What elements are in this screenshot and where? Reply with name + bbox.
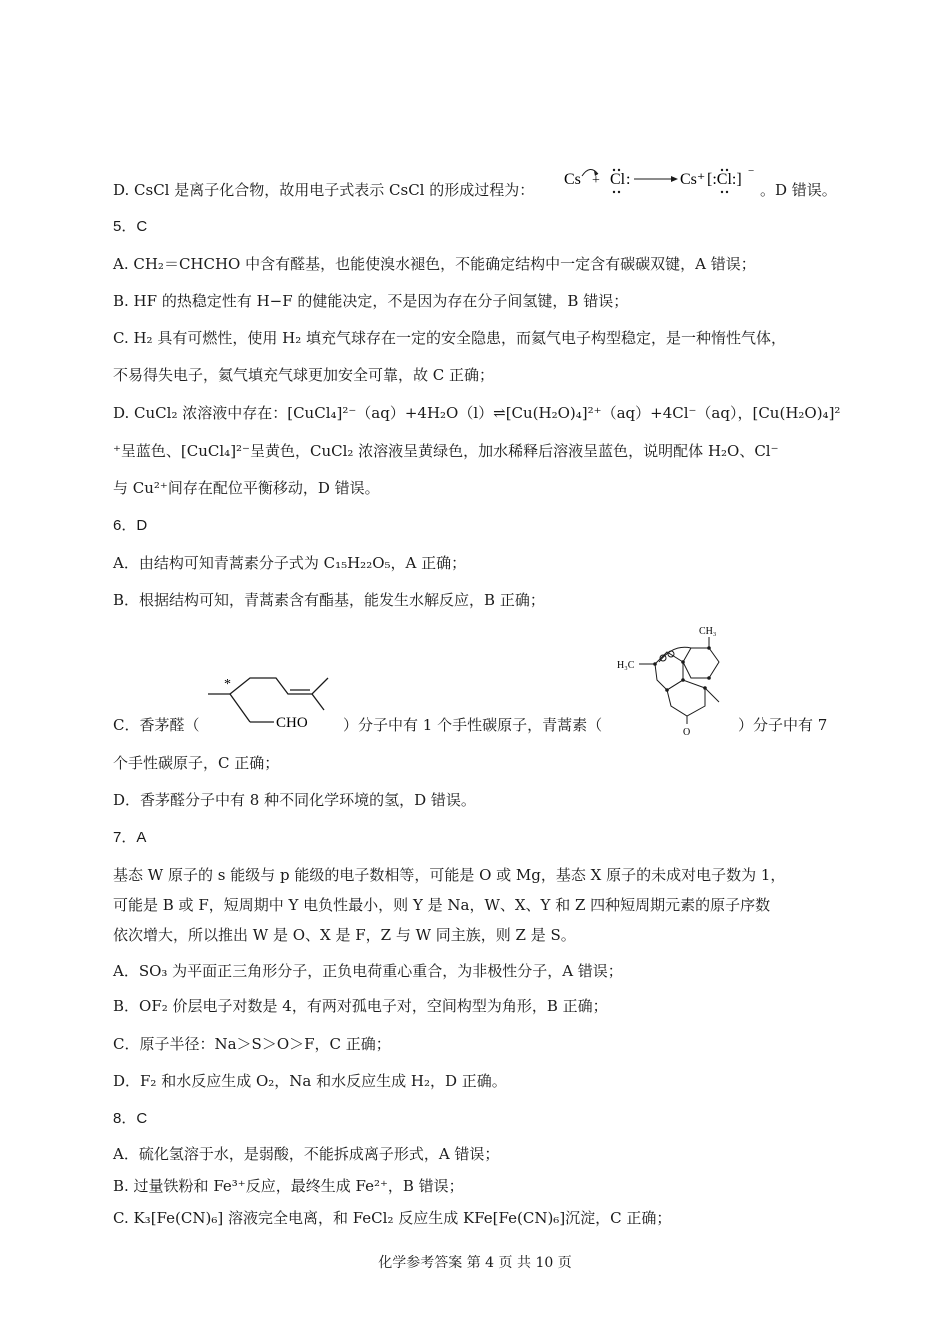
cho-group: CHO (276, 715, 308, 731)
svg-text::: : (626, 171, 631, 188)
q8-option-c: C. K₃[Fe(CN)₆] 溶液完全电离，和 FeCl₂ 反应生成 KFe[Fe(CN)₆]沉淀，C 正确； (113, 1209, 672, 1227)
q6-option-c-4: 个手性碳原子，C 正确； (113, 754, 280, 772)
q6-option-c-3: ）分子中有 7 (738, 716, 828, 734)
cl-ion: [:Cl:] (707, 171, 742, 188)
q5-option-d-2: ⁺呈蓝色、[CuCl₄]²⁻呈黄色，CuCl₂ 浓溶液呈黄绿色，加水稀释后溶液呈蓝色，说明配体 H₂O、Cl⁻ (113, 442, 779, 460)
q7-option-a: A．SO₃ 为平面正三角形分子，正负电荷重心重合，为非极性分子，A 错误； (113, 962, 623, 980)
q8-option-b: B. 过量铁粉和 Fe³⁺反应，最终生成 Fe²⁺，B 错误； (113, 1177, 464, 1195)
q7-paragraph-2: 可能是 B 或 F，短周期中 Y 电负性最小，则 Y 是 Na，W、X、Y 和 Z 四种短周期元素的原子序数 (113, 896, 771, 914)
q5-option-a: A. CH₂＝CHCHO 中含有醛基，也能使溴水褪色，不能确定结构中一定含有碳碳双键，A 错误； (113, 255, 756, 273)
q6-option-d: D．香茅醛分子中有 8 种不同化学环境的氢，D 错误。 (113, 791, 476, 809)
cscl-formation-diagram (562, 162, 760, 198)
q5-option-d-1: D. CuCl₂ 浓溶液中存在：[CuCl₄]²⁻（aq）+4H₂O（l）⇌[Cu(H₂O)₄]²⁺（aq）+4Cl⁻（aq），[Cu(H₂O)₄]² (113, 404, 841, 422)
q7-paragraph-3: 依次增大，所以推出 W 是 O、X 是 F，Z 与 W 同主族，则 Z 是 S。 (113, 926, 576, 944)
cl-ion-charge: − (748, 165, 755, 177)
q5-option-c-2: 不易得失电子，氦气填充气球更加安全可靠，故 C 正确； (113, 366, 495, 384)
cscl-text: D. CsCl 是离子化合物，故用电子式表示 CsCl 的形成过程为： (113, 181, 535, 199)
q6-option-b: B．根据结构可知，青蒿素含有酯基，能发生水解反应，B 正确； (113, 591, 545, 609)
chiral-star: * (224, 677, 231, 692)
q6-option-a: A．由结构可知青蒿素分子式为 C₁₅H₂₂O₅，A 正确； (113, 554, 467, 572)
q6-option-c-1: C．香茅醛（ (113, 716, 200, 734)
artemisinin-structure (615, 622, 740, 740)
citronellal-structure (200, 660, 340, 740)
cscl-tail: 。D 错误。 (760, 181, 837, 199)
q5-option-c-1: C. H₂ 具有可燃性，使用 H₂ 填充气球存在一定的安全隐患，而氦气电子构型稳定，是一种惰性气体， (113, 329, 786, 347)
ch3-top: CH₃ (699, 626, 717, 637)
cs-ion: Cs⁺ (680, 171, 706, 188)
q8-option-a: A．硫化氢溶于水，是弱酸，不能拆成离子形式，A 错误； (113, 1145, 500, 1163)
q7-option-d: D．F₂ 和水反应生成 O₂，Na 和水反应生成 H₂，D 正确。 (113, 1072, 507, 1090)
carbonyl-o: O (683, 727, 691, 738)
cs-atom: Cs (564, 171, 581, 188)
q5-option-b: B. HF 的热稳定性有 H−F 的健能决定，不是因为存在分子间氢键，B 错误； (113, 292, 629, 310)
q6-option-c-2: ）分子中有 1 个手性碳原子，青蒿素（ (343, 716, 603, 734)
cl-atom: Cl (610, 171, 626, 188)
q5-option-d-3: 与 Cu²⁺间存在配位平衡移动，D 错误。 (113, 479, 380, 497)
q8-answer: 8．C (113, 1110, 148, 1127)
plus-sign: + (592, 173, 600, 188)
q7-option-c: C．原子半径：Na＞S＞O＞F，C 正确； (113, 1035, 391, 1053)
q6-answer: 6．D (113, 517, 148, 534)
q7-answer: 7．A (113, 829, 147, 846)
q7-paragraph-1: 基态 W 原子的 s 能级与 p 能级的电子数相等，可能是 O 或 Mg，基态 X 原子的未成对电子数为 1， (113, 866, 786, 884)
q5-answer: 5．C (113, 218, 148, 235)
q7-option-b: B．OF₂ 价层电子对数是 4，有两对孤电子对，空间构型为角形，B 正确； (113, 997, 608, 1015)
h3c-left: H₃C (617, 660, 635, 671)
page-footer: 化学参考答案 第 4 页 共 10 页 (378, 1255, 572, 1271)
